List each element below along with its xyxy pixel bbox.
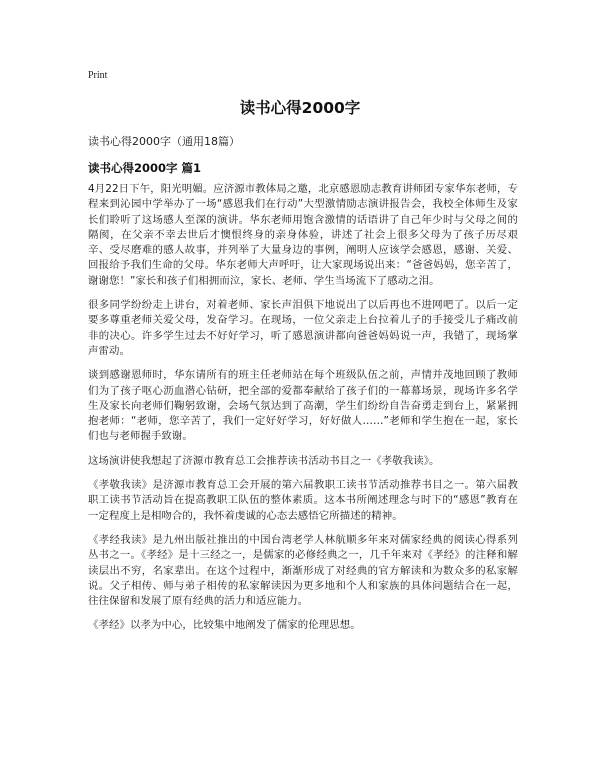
paragraph-3: 谈到感谢恩师时，华东请所有的班主任老师站在每个班级队伍之前，声情并茂地回顾了教师们为了孩子呕心沥血潜心钻研，把全部的爱都奉献给了孩子们的一幕幕场景，现场许多名学生及家长向老师们鞠躬致谢，会场气氛达到了高潮，学生们纷纷自告奋勇走到台上，紧紧拥抱老师：“老师，您辛苦了，我们一定好好学习，好好做人……”老师和学生抱在一起，家长们也与老师握手致谢。 (88, 369, 518, 443)
article-body (88, 182, 518, 643)
paragraph-7: 《孝经》以孝为中心，比较集中地阐发了儒家的伦理思想。 (88, 619, 361, 632)
paragraph-2: 很多同学纷纷走上讲台，对着老师、家长声泪俱下地说出了以后再也不进网吧了。以后一定要多尊重老师关爱父母，发奋学习。在现场，一位父亲走上台拉着儿子的手接受儿子痛改前非的决心。许多学生过去不好好学习，听了感恩演讲都向爸爸妈妈说一声，我错了，现场掌声雷动。 (88, 299, 518, 357)
paragraph-4: 这场演讲使我想起了济源市教育总工会推荐读书活动书目之一《孝敬我读》。 (88, 454, 440, 467)
paragraph-5: 《孝敬我读》是济源市教育总工会开展的第六届教职工读书节活动推荐书目之一。第六届教职工读书节活动旨在提高教职工队伍的整体素质。这本书所阐述理念与时下的“感恩”教育在一定程度上是相吻合的，我怀着虔诚的心态去感悟它所描述的精神。 (88, 479, 518, 522)
print-label: Print (88, 70, 108, 81)
page-title: 读书心得2000字 (239, 99, 361, 117)
paragraph-1: 4月22日下午，阳光明媚。应济源市教体局之邀，北京感恩励志教育讲师团专家华东老师，专程来到沁园中学举办了一场“感恩我们在行动”大型激情励志演讲报告会，我校全体师生及家长们聆听了这场感人至深的演讲。华东老师用饱含激情的话语讲了自己年少时与父母之间的隔阂，在父亲不幸去世后才懊恨终身的亲身体验，讲述了社会上很多父母为了孩子历尽艰辛、受尽磨难的感人故事，并列举了大量身边的事例，阐明人应该学会感恩，感谢、关爱、回报给予我们生命的父母。华东老师大声呼吁，让大家现场说出来：“爸爸妈妈，您辛苦了，谢谢您！”家长和孩子们相拥而泣，家长、老师、学生当场流下了感动之泪。 (88, 183, 518, 287)
paragraph-6: 《孝经我读》是九州出版社推出的中国台湾老学人林航顺多年来对儒家经典的阅读心得系列丛书之一。《孝经》是十三经之一，是儒家的必修经典之一，几千年来对《孝经》的注释和解读层出不穷，名家辈出。在这个过程中，渐渐形成了对经典的官方解读和为数众多的私家解说。父子相传、师与弟子相传的私家解读因为更多地和个人和家族的具体问题结合在一起，往往保留和发展了原有经典的活力和适应能力。 (88, 533, 518, 608)
subtitle: 读书心得2000字（通用18篇） (88, 135, 240, 148)
section-heading: 读书心得2000字 篇1 (88, 161, 202, 175)
